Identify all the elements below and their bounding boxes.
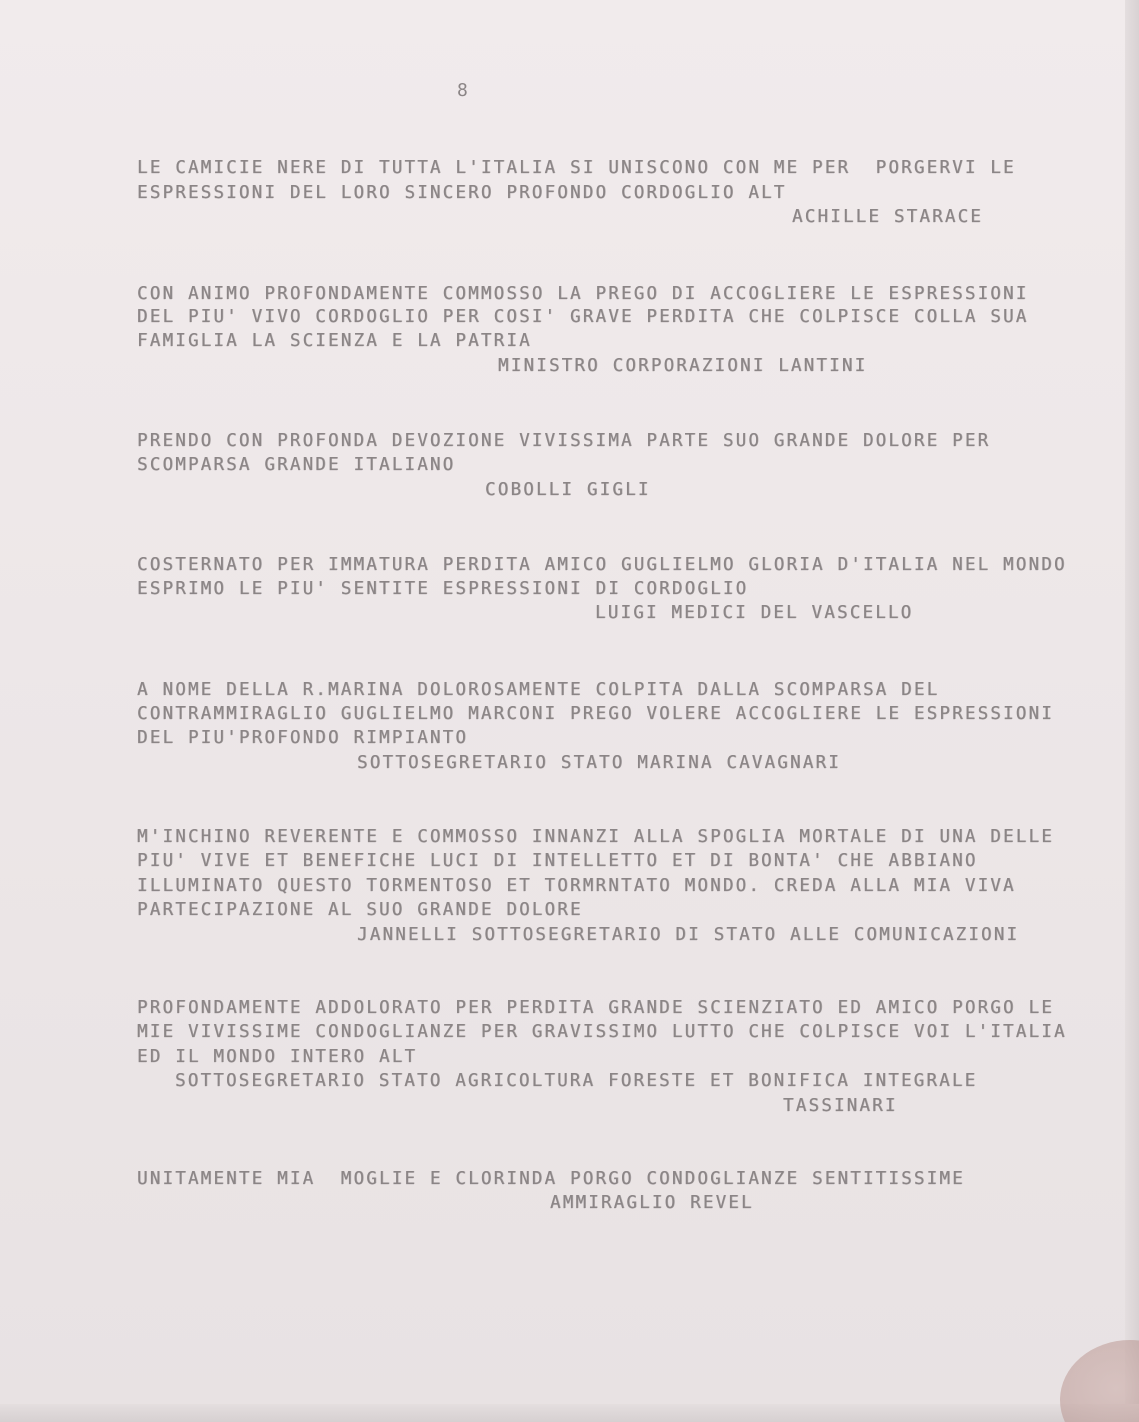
telegram-7-signature-2: TASSINARI bbox=[783, 1096, 898, 1116]
telegram-6-line-2: PIU' VIVE ET BENEFICHE LUCI DI INTELLETTO ET DI BONTA' CHE ABBIANO bbox=[137, 851, 978, 871]
telegram-6-line-1: M'INCHINO REVERENTE E COMMOSSO INNANZI ALLA SPOGLIA MORTALE DI UNA DELLE bbox=[137, 827, 1054, 847]
telegram-7-line-2: MIE VIVISSIME CONDOGLIANZE PER GRAVISSIMO LUTTO CHE COLPISCE VOI L'ITALIA bbox=[137, 1022, 1067, 1042]
telegram-4-signature: LUIGI MEDICI DEL VASCELLO bbox=[595, 603, 914, 623]
telegram-3-line-1: PRENDO CON PROFONDA DEVOZIONE VIVISSIMA PARTE SUO GRANDE DOLORE PER bbox=[137, 431, 991, 451]
telegram-3-line-2: SCOMPARSA GRANDE ITALIANO bbox=[137, 455, 456, 475]
telegram-2-signature: MINISTRO CORPORAZIONI LANTINI bbox=[498, 356, 868, 376]
finger-shadow bbox=[1060, 1340, 1139, 1422]
telegram-4-line-2: ESPRIMO LE PIU' SENTITE ESPRESSIONI DI CORDOGLIO bbox=[137, 579, 749, 599]
page-number: 8 bbox=[457, 80, 469, 101]
telegram-4-line-1: COSTERNATO PER IMMATURA PERDITA AMICO GUGLIELMO GLORIA D'ITALIA NEL MONDO bbox=[137, 555, 1067, 575]
telegram-5-line-1: A NOME DELLA R.MARINA DOLOROSAMENTE COLPITA DALLA SCOMPARSA DEL bbox=[137, 680, 940, 700]
telegram-8-line-1: UNITAMENTE MIA MOGLIE E CLORINDA PORGO CONDOGLIANZE SENTITISSIME bbox=[137, 1169, 965, 1189]
telegram-5-line-2: CONTRAMMIRAGLIO GUGLIELMO MARCONI PREGO VOLERE ACCOGLIERE LE ESPRESSIONI bbox=[137, 704, 1054, 724]
page-edge-bottom bbox=[0, 1404, 1139, 1422]
telegram-2-line-3: FAMIGLIA LA SCIENZA E LA PATRIA bbox=[137, 331, 532, 351]
telegram-5-line-3: DEL PIU'PROFONDO RIMPIANTO bbox=[137, 728, 469, 748]
telegram-7-line-3: ED IL MONDO INTERO ALT bbox=[137, 1047, 418, 1067]
telegram-8-signature: AMMIRAGLIO REVEL bbox=[550, 1193, 754, 1213]
telegram-7-signature-1: SOTTOSEGRETARIO STATO AGRICOLTURA FORESTE ET BONIFICA INTEGRALE bbox=[175, 1071, 978, 1091]
telegram-1-signature: ACHILLE STARACE bbox=[792, 207, 984, 227]
telegram-1-line-1: LE CAMICIE NERE DI TUTTA L'ITALIA SI UNISCONO CON ME PER PORGERVI LE bbox=[137, 158, 1016, 178]
telegram-6-line-3: ILLUMINATO QUESTO TORMENTOSO ET TORMRNTATO MONDO. CREDA ALLA MIA VIVA bbox=[137, 876, 1016, 896]
telegram-2-line-2: DEL PIU' VIVO CORDOGLIO PER COSI' GRAVE PERDITA CHE COLPISCE COLLA SUA bbox=[137, 307, 1029, 327]
telegram-5-signature: SOTTOSEGRETARIO STATO MARINA CAVAGNARI bbox=[357, 753, 841, 773]
telegram-3-signature: COBOLLI GIGLI bbox=[485, 480, 651, 500]
page-edge-right bbox=[1125, 0, 1139, 1422]
telegram-7-line-1: PROFONDAMENTE ADDOLORATO PER PERDITA GRANDE SCIENZIATO ED AMICO PORGO LE bbox=[137, 998, 1054, 1018]
telegram-1-line-2: ESPRESSIONI DEL LORO SINCERO PROFONDO CORDOGLIO ALT bbox=[137, 183, 787, 203]
telegram-6-line-4: PARTECIPAZIONE AL SUO GRANDE DOLORE bbox=[137, 900, 583, 920]
telegram-6-signature: JANNELLI SOTTOSEGRETARIO DI STATO ALLE COMUNICAZIONI bbox=[357, 925, 1020, 945]
telegram-2-line-1: CON ANIMO PROFONDAMENTE COMMOSSO LA PREGO DI ACCOGLIERE LE ESPRESSIONI bbox=[137, 284, 1029, 304]
